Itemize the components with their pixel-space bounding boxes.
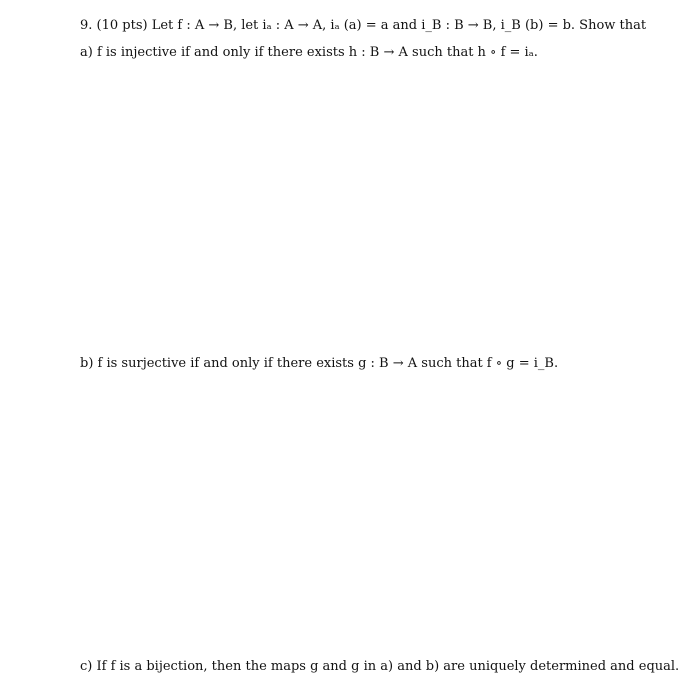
part-a-line: a) f is injective if and only if there exists h : B → A such that h ∘ f = iₐ.	[80, 45, 538, 60]
question-header-line: 9. (10 pts) Let f : A → B, let iₐ : A → A, iₐ (a) = a and i_B : B → B, i_B (b) = b. Show that	[80, 18, 647, 33]
part-b-line: b) f is surjective if and only if there exists g : B → A such that f ∘ g = i_B.	[80, 356, 559, 371]
part-c-line: c) If f is a bijection, then the maps g and g in a) and b) are uniquely determined and equal.	[80, 659, 680, 674]
